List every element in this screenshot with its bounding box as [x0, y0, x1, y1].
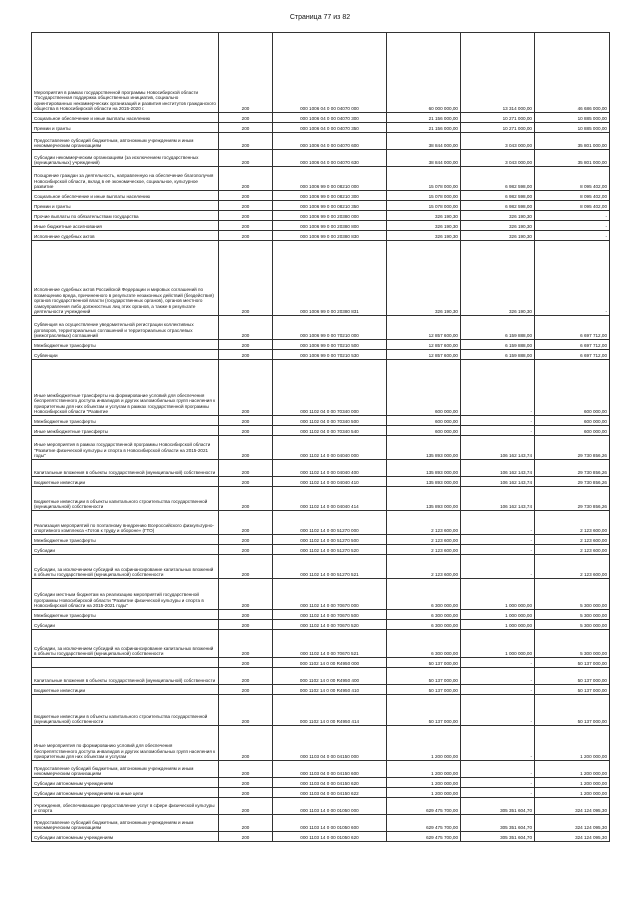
row-unexecuted-amount: 50 137 000,00 [535, 685, 610, 695]
row-line-code: 200 [219, 167, 273, 191]
row-unexecuted-amount: 1 200 000,00 [535, 726, 610, 761]
row-budget-code: 000 1006 99 0 00 70210 000 [273, 316, 387, 340]
row-description: Капитальные вложения в объекты государственной (муниципальной) собственности [32, 460, 219, 477]
row-description: Субсидии, за исключением субсидий на софинансирование капитальных вложений в объекты государственной (муниципальной) собственности [32, 555, 219, 579]
row-description: Исполнение судебных актов Российской Федерации и мировых соглашений по возмещению вреда, причиненного в результате незаконных действий (бездействия) органов государственной власти (государственных органов), органов местного самоуправления либо должностных лиц этих органов, а также в результате деятельности учреждений [32, 241, 219, 316]
table-row [32, 426, 610, 436]
table-row [32, 832, 610, 842]
row-budget-code: 000 1006 04 0 00 04070 630 [273, 150, 387, 167]
row-executed-amount: - [461, 511, 535, 535]
row-line-code: 200 [219, 221, 273, 231]
table-row [32, 668, 610, 685]
row-executed-amount: 10 271 000,00 [461, 113, 535, 123]
row-executed-amount: 305 351 604,70 [461, 798, 535, 815]
row-approved-amount: 1 200 000,00 [387, 788, 461, 798]
row-executed-amount: 1 000 000,00 [461, 579, 535, 610]
row-budget-code: 000 1006 99 0 00 08210 000 [273, 167, 387, 191]
row-executed-amount: - [461, 726, 535, 761]
row-approved-amount: 50 137 000,00 [387, 695, 461, 726]
table-row [32, 340, 610, 350]
row-line-code: 200 [219, 620, 273, 630]
row-executed-amount: 326 190,30 [461, 211, 535, 221]
row-description: Учреждения, обеспечивающие предоставление услуг в сфере физической культуры и спорта [32, 798, 219, 815]
row-description: Предоставление субсидий бюджетным, автономным учреждениям и иным некоммерческим организациям [32, 761, 219, 778]
table-row [32, 191, 610, 201]
row-unexecuted-amount: 2 123 600,00 [535, 535, 610, 545]
table-row [32, 123, 610, 133]
row-approved-amount: 326 190,30 [387, 241, 461, 316]
row-approved-amount: 15 078 000,00 [387, 201, 461, 211]
row-budget-code: 000 1102 04 0 00 70340 000 [273, 360, 387, 416]
row-budget-code: 000 1102 14 0 00 R4950 400 [273, 668, 387, 685]
row-line-code: 200 [219, 211, 273, 221]
table-row [32, 360, 610, 416]
table-row [32, 555, 610, 579]
budget-table [31, 32, 610, 842]
row-approved-amount: 2 123 600,00 [387, 535, 461, 545]
row-line-code: 200 [219, 761, 273, 778]
row-description: Премии и гранты [32, 201, 219, 211]
table-row [32, 477, 610, 487]
row-unexecuted-amount: 1 200 000,00 [535, 778, 610, 788]
table-row [32, 610, 610, 620]
row-executed-amount: - [461, 658, 535, 668]
row-budget-code: 000 1103 04 0 00 04150 620 [273, 778, 387, 788]
row-unexecuted-amount: - [535, 211, 610, 221]
table-row [32, 761, 610, 778]
row-approved-amount: 2 123 600,00 [387, 555, 461, 579]
table-row [32, 231, 610, 241]
row-executed-amount: 1 000 000,00 [461, 630, 535, 658]
row-budget-code: 000 1006 04 0 00 04070 000 [273, 33, 387, 113]
row-description: Предоставление субсидий бюджетным, автономным учреждениям и иным некоммерческим организациям [32, 133, 219, 150]
row-executed-amount: 106 162 143,74 [461, 477, 535, 487]
row-line-code: 200 [219, 685, 273, 695]
row-executed-amount: 6 982 598,00 [461, 201, 535, 211]
row-approved-amount: 50 137 000,00 [387, 685, 461, 695]
row-executed-amount: - [461, 668, 535, 685]
row-executed-amount: 106 162 143,74 [461, 436, 535, 460]
row-budget-code: 000 1103 14 0 00 01050 600 [273, 815, 387, 832]
table-row [32, 133, 610, 150]
row-approved-amount: 135 893 000,00 [387, 460, 461, 477]
row-unexecuted-amount: - [535, 221, 610, 231]
table-row [32, 211, 610, 221]
table-row [32, 685, 610, 695]
row-line-code: 200 [219, 150, 273, 167]
row-executed-amount: - [461, 416, 535, 426]
row-unexecuted-amount: 50 137 000,00 [535, 668, 610, 685]
table-row [32, 150, 610, 167]
row-unexecuted-amount: 1 200 000,00 [535, 788, 610, 798]
row-line-code: 200 [219, 477, 273, 487]
table-row [32, 620, 610, 630]
row-unexecuted-amount: 46 686 000,00 [535, 33, 610, 113]
row-unexecuted-amount: 10 885 000,00 [535, 113, 610, 123]
row-budget-code: 000 1103 04 0 00 04150 600 [273, 761, 387, 778]
row-budget-code: 000 1102 14 0 00 04040 414 [273, 487, 387, 511]
row-budget-code: 000 1102 14 0 00 70670 500 [273, 610, 387, 620]
row-unexecuted-amount: 6 697 712,00 [535, 340, 610, 350]
row-executed-amount: 13 314 000,00 [461, 33, 535, 113]
row-description [32, 658, 219, 668]
row-unexecuted-amount: 5 300 000,00 [535, 630, 610, 658]
row-line-code: 200 [219, 726, 273, 761]
row-approved-amount: 38 844 000,00 [387, 150, 461, 167]
row-budget-code: 000 1006 99 0 00 20380 800 [273, 221, 387, 231]
row-budget-code: 000 1102 14 0 00 51270 000 [273, 511, 387, 535]
row-line-code: 200 [219, 360, 273, 416]
row-executed-amount: - [461, 555, 535, 579]
row-budget-code: 000 1006 99 0 00 70210 500 [273, 340, 387, 350]
row-line-code: 200 [219, 436, 273, 460]
row-executed-amount: - [461, 535, 535, 545]
row-approved-amount: 326 190,30 [387, 231, 461, 241]
row-line-code: 200 [219, 535, 273, 545]
row-unexecuted-amount: 2 123 600,00 [535, 545, 610, 555]
row-approved-amount: 600 000,00 [387, 360, 461, 416]
row-unexecuted-amount: 29 730 856,26 [535, 487, 610, 511]
row-approved-amount: 60 000 000,00 [387, 33, 461, 113]
row-line-code: 200 [219, 788, 273, 798]
row-unexecuted-amount: 10 885 000,00 [535, 123, 610, 133]
row-unexecuted-amount: 29 730 856,26 [535, 460, 610, 477]
table-row [32, 726, 610, 761]
row-line-code: 200 [219, 33, 273, 113]
row-executed-amount: 6 159 888,00 [461, 350, 535, 360]
table-row [32, 778, 610, 788]
row-description: Мероприятия в рамках государственной программы Новосибирской области "Государственная поддержка общественных инициатив, социально ориентированных некоммерческих организаций и развития институтов гражданского общества в Новосибирской области на 2015-2020 г. [32, 33, 219, 113]
row-executed-amount: 3 043 000,00 [461, 133, 535, 150]
row-budget-code: 000 1006 04 0 00 04070 600 [273, 133, 387, 150]
row-executed-amount: - [461, 778, 535, 788]
row-description: Субсидии автономным учреждениям [32, 778, 219, 788]
row-line-code: 200 [219, 579, 273, 610]
table-row [32, 579, 610, 610]
row-budget-code: 000 1006 04 0 00 04070 350 [273, 123, 387, 133]
row-line-code: 200 [219, 191, 273, 201]
row-unexecuted-amount: 600 000,00 [535, 360, 610, 416]
row-description: Межбюджетные трансферты [32, 535, 219, 545]
table-row [32, 33, 610, 113]
row-approved-amount: 12 857 600,00 [387, 340, 461, 350]
row-approved-amount: 600 000,00 [387, 426, 461, 436]
table-row [32, 798, 610, 815]
row-budget-code: 000 1006 99 0 00 20380 830 [273, 231, 387, 241]
row-line-code: 200 [219, 610, 273, 620]
row-approved-amount: 326 190,30 [387, 211, 461, 221]
row-line-code: 200 [219, 832, 273, 842]
row-line-code: 200 [219, 123, 273, 133]
row-executed-amount: - [461, 695, 535, 726]
row-description: Исполнение судебных актов [32, 231, 219, 241]
row-unexecuted-amount: 6 697 712,00 [535, 316, 610, 340]
row-unexecuted-amount: 5 300 000,00 [535, 620, 610, 630]
table-row [32, 460, 610, 477]
row-unexecuted-amount: 50 137 000,00 [535, 695, 610, 726]
table-row [32, 658, 610, 668]
row-description: Бюджетные инвестиции в объекты капитального строительства государственной (муниципальной) собственности [32, 695, 219, 726]
row-budget-code: 000 1102 14 0 00 04040 400 [273, 460, 387, 477]
row-executed-amount: 1 000 000,00 [461, 620, 535, 630]
row-budget-code: 000 1102 14 0 00 04040 410 [273, 477, 387, 487]
table-row [32, 316, 610, 340]
row-description: Бюджетные инвестиции в объекты капитального строительства государственной (муниципальной) собственности [32, 487, 219, 511]
row-executed-amount: 305 351 604,70 [461, 832, 535, 842]
row-approved-amount: 6 300 000,00 [387, 620, 461, 630]
table-row [32, 487, 610, 511]
row-description: Межбюджетные трансферты [32, 610, 219, 620]
row-line-code: 200 [219, 487, 273, 511]
table-row [32, 416, 610, 426]
row-description: Социальное обеспечение и иные выплаты населению [32, 191, 219, 201]
row-description: Иные мероприятия в рамках государственной программы Новосибирской области "Развитие физической культуры и спорта в Новосибирской области на 2015-2021 годы" [32, 436, 219, 460]
row-approved-amount: 6 300 000,00 [387, 630, 461, 658]
row-approved-amount: 2 123 600,00 [387, 511, 461, 535]
table-row [32, 167, 610, 191]
row-description: Поощрение граждан за деятельность, направленную на обеспечение благополучия Новосибирской области, вклад в её экономическое, социальное, культурное развитие [32, 167, 219, 191]
row-approved-amount: 1 200 000,00 [387, 761, 461, 778]
row-unexecuted-amount: - [535, 241, 610, 316]
row-approved-amount: 629 475 700,00 [387, 815, 461, 832]
row-approved-amount: 6 300 000,00 [387, 610, 461, 620]
row-unexecuted-amount: 8 095 402,00 [535, 191, 610, 201]
row-unexecuted-amount: 324 124 095,30 [535, 815, 610, 832]
row-budget-code: 000 1102 14 0 00 70670 000 [273, 579, 387, 610]
row-line-code: 200 [219, 668, 273, 685]
row-budget-code: 000 1102 14 0 00 51270 520 [273, 545, 387, 555]
row-budget-code: 000 1102 14 0 00 70670 520 [273, 620, 387, 630]
row-budget-code: 000 1102 14 0 00 04040 000 [273, 436, 387, 460]
row-executed-amount: - [461, 545, 535, 555]
row-line-code: 200 [219, 778, 273, 788]
table-row [32, 788, 610, 798]
row-description: Субсидии некоммерческим организациям (за исключением государственных (муниципальных) учреждений) [32, 150, 219, 167]
page-number: Страница 77 из 82 [289, 14, 351, 21]
row-executed-amount: 6 159 888,00 [461, 316, 535, 340]
row-line-code: 200 [219, 340, 273, 350]
row-description: Субсидии, за исключением субсидий на софинансирование капитальных вложений в объекты государственной (муниципальной) собственности [32, 630, 219, 658]
table-row [32, 221, 610, 231]
row-description: Прочие выплаты по обязательствам государства [32, 211, 219, 221]
row-line-code: 200 [219, 133, 273, 150]
row-executed-amount: 326 190,30 [461, 221, 535, 231]
row-line-code: 200 [219, 316, 273, 340]
row-line-code: 200 [219, 231, 273, 241]
row-executed-amount: 326 190,30 [461, 231, 535, 241]
row-budget-code: 000 1103 04 0 00 04150 622 [273, 788, 387, 798]
row-unexecuted-amount: 35 801 000,00 [535, 133, 610, 150]
row-line-code: 200 [219, 426, 273, 436]
table-row [32, 630, 610, 658]
row-unexecuted-amount: 50 137 000,00 [535, 658, 610, 668]
row-description: Субвенция на осуществление уведомительной регистрации коллективных договоров, территориальных соглашений и территориальных отраслевых (межотраслевых) соглашений [32, 316, 219, 340]
row-executed-amount: - [461, 426, 535, 436]
row-unexecuted-amount: - [535, 231, 610, 241]
row-unexecuted-amount: 8 095 402,00 [535, 167, 610, 191]
row-approved-amount: 135 893 000,00 [387, 477, 461, 487]
row-description: Субсидии автономным учреждениям на иные цели [32, 788, 219, 798]
row-executed-amount: 106 162 143,74 [461, 460, 535, 477]
row-approved-amount: 2 123 600,00 [387, 545, 461, 555]
row-approved-amount: 15 078 000,00 [387, 167, 461, 191]
row-approved-amount: 12 857 600,00 [387, 316, 461, 340]
row-approved-amount: 15 078 000,00 [387, 191, 461, 201]
row-budget-code: 000 1103 14 0 00 01050 000 [273, 798, 387, 815]
row-line-code: 200 [219, 460, 273, 477]
row-approved-amount: 135 893 000,00 [387, 487, 461, 511]
row-line-code: 200 [219, 113, 273, 123]
row-approved-amount: 12 857 600,00 [387, 350, 461, 360]
row-line-code: 200 [219, 545, 273, 555]
row-executed-amount: - [461, 685, 535, 695]
row-unexecuted-amount: 1 200 000,00 [535, 761, 610, 778]
row-description: Межбюджетные трансферты [32, 416, 219, 426]
row-executed-amount: 6 982 598,00 [461, 167, 535, 191]
row-description: Субсидии автономным учреждениям [32, 832, 219, 842]
row-budget-code: 000 1006 99 0 00 08210 300 [273, 191, 387, 201]
row-line-code: 200 [219, 695, 273, 726]
row-description: Бюджетные инвестиции [32, 477, 219, 487]
table-row [32, 113, 610, 123]
row-line-code: 200 [219, 416, 273, 426]
row-executed-amount: 326 190,30 [461, 241, 535, 316]
row-description: Бюджетные инвестиции [32, 685, 219, 695]
row-unexecuted-amount: 35 801 000,00 [535, 150, 610, 167]
row-unexecuted-amount: 29 730 856,26 [535, 477, 610, 487]
row-unexecuted-amount: 5 300 000,00 [535, 579, 610, 610]
row-approved-amount: 135 893 000,00 [387, 436, 461, 460]
row-approved-amount: 21 156 000,00 [387, 113, 461, 123]
row-executed-amount: 10 271 000,00 [461, 123, 535, 133]
row-approved-amount: 50 137 000,00 [387, 658, 461, 668]
row-executed-amount: 6 982 598,00 [461, 191, 535, 201]
row-unexecuted-amount: 5 300 000,00 [535, 610, 610, 620]
row-approved-amount: 50 137 000,00 [387, 668, 461, 685]
row-budget-code: 000 1103 04 0 00 04150 000 [273, 726, 387, 761]
row-budget-code: 000 1102 14 0 00 51270 521 [273, 555, 387, 579]
row-description: Предоставление субсидий бюджетным, автономным учреждениям и иным некоммерческим организациям [32, 815, 219, 832]
table-row [32, 511, 610, 535]
row-budget-code: 000 1102 04 0 00 70340 500 [273, 416, 387, 426]
row-line-code: 200 [219, 350, 273, 360]
row-line-code: 200 [219, 815, 273, 832]
row-executed-amount: 3 043 000,00 [461, 150, 535, 167]
row-description: Иные бюджетные ассигнования [32, 221, 219, 231]
row-approved-amount: 1 200 000,00 [387, 726, 461, 761]
row-unexecuted-amount: 8 095 402,00 [535, 201, 610, 211]
row-executed-amount: 106 162 143,74 [461, 487, 535, 511]
row-line-code: 200 [219, 241, 273, 316]
row-approved-amount: 38 844 000,00 [387, 133, 461, 150]
row-approved-amount: 629 475 700,00 [387, 798, 461, 815]
row-line-code: 200 [219, 630, 273, 658]
row-description: Премии и гранты [32, 123, 219, 133]
table-row [32, 535, 610, 545]
row-budget-code: 000 1102 14 0 00 51270 500 [273, 535, 387, 545]
table-row [32, 241, 610, 316]
row-unexecuted-amount: 324 124 095,30 [535, 832, 610, 842]
row-approved-amount: 6 300 000,00 [387, 579, 461, 610]
row-line-code: 200 [219, 511, 273, 535]
row-description: Социальное обеспечение и иные выплаты населению [32, 113, 219, 123]
row-description: Реализация мероприятий по поэтапному внедрению Всероссийского физкультурно-спортивного комплекса «Готов к труду и обороне» (ГТО) [32, 511, 219, 535]
table-row [32, 350, 610, 360]
row-budget-code: 000 1006 04 0 00 04070 300 [273, 113, 387, 123]
row-description: Иные межбюджетные трансферты на формирование условий для обеспечения беспрепятственного доступа инвалидов и других маломобильных групп населения к приоритетным для них объектам и услугам в рамках государственной программы Новосибирской области "Развитие [32, 360, 219, 416]
row-executed-amount: 1 000 000,00 [461, 610, 535, 620]
row-executed-amount: 305 351 604,70 [461, 815, 535, 832]
row-budget-code: 000 1102 14 0 00 R4950 000 [273, 658, 387, 668]
row-unexecuted-amount: 2 123 600,00 [535, 511, 610, 535]
row-executed-amount: 6 159 888,00 [461, 340, 535, 350]
row-budget-code: 000 1006 99 0 00 70210 530 [273, 350, 387, 360]
table-row [32, 436, 610, 460]
row-description: Субсидии [32, 620, 219, 630]
row-description: Межбюджетные трансферты [32, 340, 219, 350]
row-approved-amount: 600 000,00 [387, 416, 461, 426]
row-executed-amount: - [461, 761, 535, 778]
row-description: Субсидии [32, 545, 219, 555]
row-description: Субвенции [32, 350, 219, 360]
row-unexecuted-amount: 324 124 095,30 [535, 798, 610, 815]
row-unexecuted-amount: 2 123 600,00 [535, 555, 610, 579]
row-executed-amount: - [461, 788, 535, 798]
row-unexecuted-amount: 6 697 712,00 [535, 350, 610, 360]
row-budget-code: 000 1006 99 0 00 20380 831 [273, 241, 387, 316]
row-unexecuted-amount: 600 000,00 [535, 426, 610, 436]
table-row [32, 695, 610, 726]
row-budget-code: 000 1102 14 0 00 70670 521 [273, 630, 387, 658]
row-approved-amount: 629 475 700,00 [387, 832, 461, 842]
row-unexecuted-amount: 29 730 856,26 [535, 436, 610, 460]
row-description: Иные мероприятия по формированию условий для обеспечения беспрепятственного доступа инвалидов и других маломобильных групп населения к приоритетным для них объектам и услугам [32, 726, 219, 761]
row-unexecuted-amount: 600 000,00 [535, 416, 610, 426]
row-description: Иные межбюджетные трансферты [32, 426, 219, 436]
row-approved-amount: 1 200 000,00 [387, 778, 461, 788]
row-approved-amount: 326 190,30 [387, 221, 461, 231]
row-budget-code: 000 1102 14 0 00 R4950 414 [273, 695, 387, 726]
row-budget-code: 000 1006 99 0 00 08210 350 [273, 201, 387, 211]
row-line-code: 200 [219, 201, 273, 211]
row-budget-code: 000 1102 04 0 00 70340 540 [273, 426, 387, 436]
row-line-code: 200 [219, 798, 273, 815]
row-description: Субсидии местным бюджетам на реализацию мероприятий государственной программы Новосибирской области "Развитие физической культуры и спорта в Новосибирской области на 2015-2021 годы" [32, 579, 219, 610]
table-row [32, 815, 610, 832]
row-budget-code: 000 1006 99 0 00 20380 000 [273, 211, 387, 221]
row-budget-code: 000 1102 14 0 00 R4950 410 [273, 685, 387, 695]
row-description: Капитальные вложения в объекты государственной (муниципальной) собственности [32, 668, 219, 685]
table-row [32, 201, 610, 211]
row-budget-code: 000 1103 14 0 00 01050 620 [273, 832, 387, 842]
row-line-code: 200 [219, 555, 273, 579]
row-approved-amount: 21 156 000,00 [387, 123, 461, 133]
table-row [32, 545, 610, 555]
row-executed-amount: - [461, 360, 535, 416]
row-line-code: 200 [219, 658, 273, 668]
